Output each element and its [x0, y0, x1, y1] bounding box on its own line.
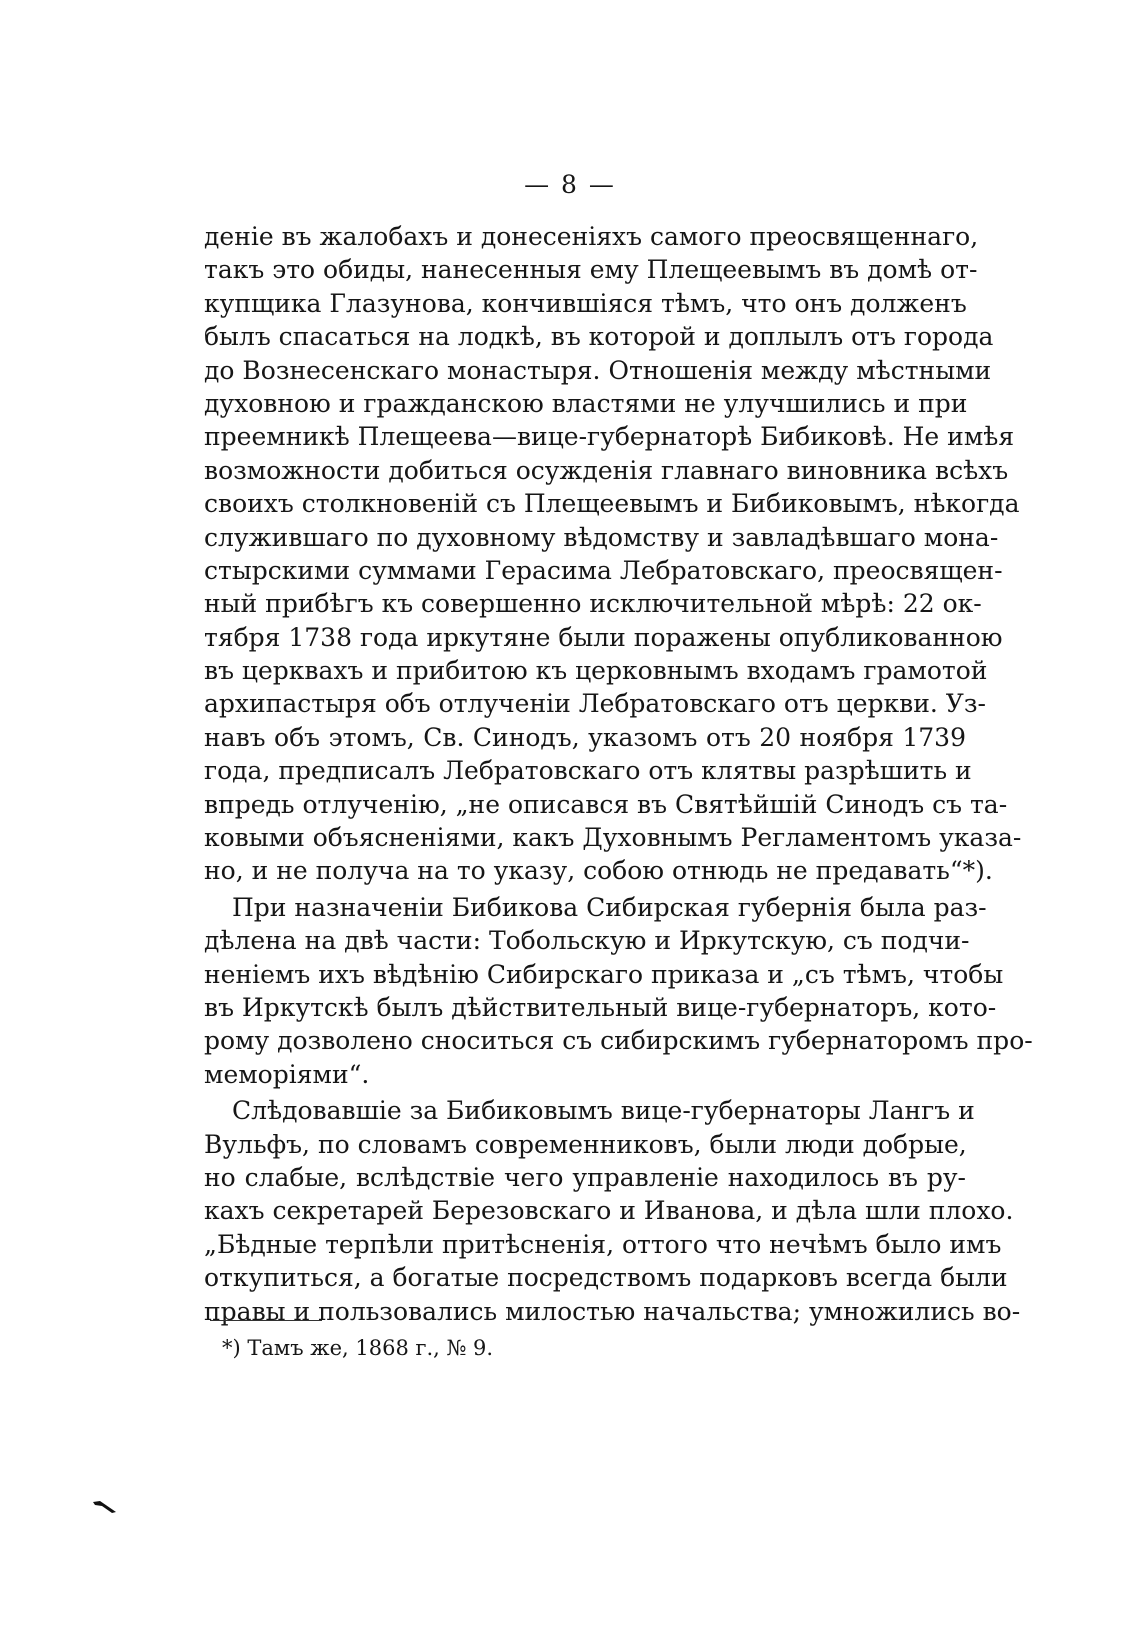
text-line: ковыми объясненіями, какъ Духовнымъ Регламентомъ указа- [204, 823, 1022, 853]
text-line: дѣлена на двѣ части: Тобольскую и Иркутскую, съ подчи- [204, 926, 970, 956]
text-line: духовною и гражданскою властями не улучшились и при [204, 388, 968, 418]
text-line: кахъ секретарей Березовскаго и Иванова, и дѣла шли плохо. [204, 1196, 1014, 1226]
paragraph-2 [204, 891, 1033, 1091]
text-line: При назначеніи Бибикова Сибирская губернія была раз- [232, 892, 987, 922]
text-line: въ Иркутскѣ былъ дѣйствительный вице-губернаторъ, кото- [204, 992, 997, 1022]
text-line: купщика Глазунова, кончившіяся тѣмъ, что онъ долженъ [204, 288, 967, 318]
text-line: меморіями“. [204, 1059, 370, 1089]
text-line: служившаго по духовному вѣдомству и завладѣвшаго мона- [204, 522, 999, 552]
paragraph-3 [204, 1094, 1021, 1328]
text-line: архипастыря объ отлученіи Лебратовскаго отъ церкви. Уз- [204, 689, 986, 719]
text-line: впредь отлученію, „не описався въ Святѣйшій Синодъ съ та- [204, 789, 1008, 819]
scan-mark-icon [92, 1500, 118, 1514]
text-line: Вульфъ, по словамъ современниковъ, были люди добрые, [204, 1129, 967, 1159]
text-line: стырскими суммами Герасима Лебратовскаго, преосвящен- [204, 555, 1003, 585]
text-line: но слабые, вслѣдствіе чего управленіе находилось въ ру- [204, 1162, 966, 1192]
text-line: года, предписалъ Лебратовскаго отъ клятвы разрѣшить и [204, 756, 972, 786]
text-line: рому дозволено сноситься съ сибирскимъ губернаторомъ про- [204, 1026, 1033, 1056]
text-line: возможности добиться осужденія главнаго виновника всѣхъ [204, 455, 1009, 485]
text-line: неніемъ ихъ вѣдѣнію Сибирскаго приказа и „съ тѣмъ, чтобы [204, 959, 1004, 989]
text-line: своихъ столкновеній съ Плещеевымъ и Бибиковымъ, нѣкогда [204, 489, 1020, 519]
text-line: правы и пользовались милостью начальства; умножились во- [204, 1296, 1021, 1326]
main-text [204, 220, 1033, 1328]
text-line: былъ спасаться на лодкѣ, въ которой и доплылъ отъ города [204, 322, 994, 352]
text-line: навъ объ этомъ, Св. Синодъ, указомъ отъ 20 ноября 1739 [204, 722, 966, 752]
text-line: ный прибѣгъ къ совершенно исключительной мѣрѣ: 22 ок- [204, 589, 982, 619]
text-line: такъ это обиды, нанесенныя ему Плещеевымъ въ домѣ от- [204, 255, 978, 285]
text-line: откупиться, а богатые посредствомъ подарковъ всегда были [204, 1263, 1008, 1293]
text-line: „Бѣдные терпѣли притѣсненія, оттого что нечѣмъ было имъ [204, 1229, 1002, 1259]
text-line: въ церквахъ и прибитою къ церковнымъ входамъ грамотой [204, 656, 988, 686]
page-number: — 8 — [524, 170, 616, 199]
paragraph-1 [204, 220, 1022, 888]
text-line: тября 1738 года иркутяне были поражены опубликованною [204, 622, 1003, 652]
text-line: преемникѣ Плещеева—вице-губернаторѣ Бибиковѣ. Не имѣя [204, 422, 1015, 452]
text-line: но, и не получа на то указу, собою отнюдь не предавать“*). [204, 856, 993, 886]
text-line: Слѣдовавшіе за Бибиковымъ вице-губернаторы Лангъ и [232, 1096, 975, 1126]
text-line: до Вознесенскаго монастыря. Отношенія между мѣстными [204, 355, 992, 385]
text-line: деніе въ жалобахъ и донесеніяхъ самого преосвященнаго, [204, 222, 979, 251]
footnote-divider [210, 1320, 322, 1321]
footnote: *) Тамъ же, 1868 г., № 9. [222, 1336, 494, 1360]
